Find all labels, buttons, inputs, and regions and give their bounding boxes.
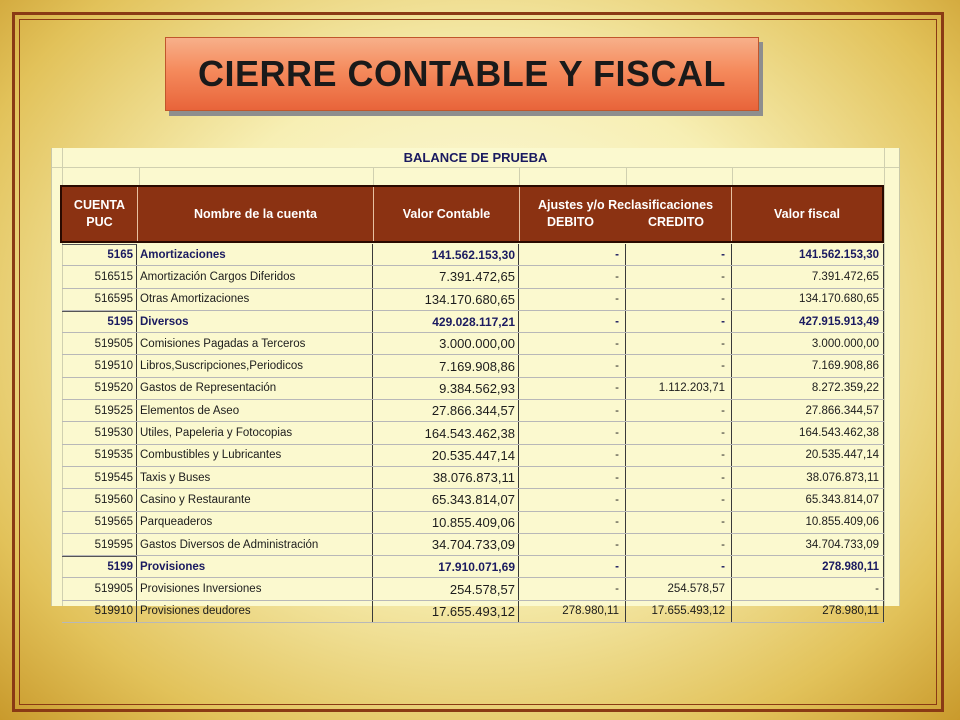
account-code-cell: 5199 [62, 556, 137, 577]
valor-fiscal-cell: 3.000.000,00 [732, 333, 884, 354]
debito-cell: - [519, 489, 626, 510]
grid-line [884, 148, 885, 606]
account-name-cell: Taxis y Buses [137, 467, 373, 488]
credito-cell: - [626, 266, 732, 287]
account-code-cell: 519535 [62, 445, 137, 466]
credito-cell: - [626, 311, 732, 332]
table-row [62, 266, 884, 288]
valor-fiscal-cell: 164.543.462,38 [732, 422, 884, 443]
account-name-cell: Casino y Restaurante [137, 489, 373, 510]
valor-fiscal-cell: 134.170.680,65 [732, 289, 884, 310]
header-nombre [138, 187, 374, 241]
grid-line [732, 167, 733, 185]
account-name-cell: Provisiones Inversiones [137, 578, 373, 599]
account-code-cell: 519520 [62, 378, 137, 399]
valor-fiscal-cell: 7.391.472,65 [732, 266, 884, 287]
table-row [62, 601, 884, 623]
header-ajustes [520, 187, 732, 241]
account-name-cell: Combustibles y Lubricantes [137, 445, 373, 466]
account-name-cell: Provisiones [137, 556, 373, 577]
account-name-cell: Comisiones Pagadas a Terceros [137, 333, 373, 354]
table-row [62, 289, 884, 311]
debito-cell: - [519, 311, 626, 332]
table-row [62, 311, 884, 333]
valor-fiscal-cell: 278.980,11 [732, 556, 884, 577]
valor-fiscal-cell: 8.272.359,22 [732, 378, 884, 399]
debito-cell: - [519, 512, 626, 533]
header-cuenta-line1: CUENTA [73, 198, 126, 212]
account-name-cell: Gastos de Representación [137, 378, 373, 399]
valor-contable-cell: 7.391.472,65 [373, 266, 519, 287]
valor-fiscal-cell: 427.915.913,49 [732, 311, 884, 332]
header-ajustes-sub [520, 214, 731, 231]
valor-fiscal-cell: 7.169.908,86 [732, 355, 884, 376]
debito-cell: - [519, 244, 626, 265]
page-title: CIERRE CONTABLE Y FISCAL [197, 53, 727, 94]
valor-fiscal-cell: 10.855.409,06 [732, 512, 884, 533]
valor-contable-cell: 38.076.873,11 [373, 467, 519, 488]
valor-fiscal-cell: 278.980,11 [732, 601, 884, 622]
credito-cell: - [626, 534, 732, 555]
table-row [62, 422, 884, 444]
account-name-cell: Diversos [137, 311, 373, 332]
table-row [62, 355, 884, 377]
account-name-cell: Parqueaderos [137, 512, 373, 533]
valor-fiscal-cell: 141.562.153,30 [732, 244, 884, 265]
table-row [62, 244, 884, 266]
table-body [62, 244, 884, 623]
valor-contable-cell: 429.028.117,21 [373, 311, 519, 332]
table-row [62, 512, 884, 534]
table-header [60, 185, 884, 243]
table-row [62, 333, 884, 355]
debito-cell: - [519, 556, 626, 577]
table-row [62, 467, 884, 489]
account-code-cell: 519565 [62, 512, 137, 533]
account-code-cell: 516515 [62, 266, 137, 287]
debito-cell: - [519, 266, 626, 287]
account-code-cell: 5195 [62, 311, 137, 332]
header-ajustes-label: Ajustes y/o Reclasificaciones [537, 198, 714, 212]
valor-contable-cell: 17.655.493,12 [373, 601, 519, 622]
account-name-cell: Libros,Suscripciones,Periodicos [137, 355, 373, 376]
credito-cell: - [626, 355, 732, 376]
credito-cell: 17.655.493,12 [626, 601, 732, 622]
sheet-title: BALANCE DE PRUEBA [403, 150, 548, 165]
credito-cell: - [626, 333, 732, 354]
debito-cell: 278.980,11 [519, 601, 626, 622]
valor-contable-cell: 65.343.814,07 [373, 489, 519, 510]
table-row [62, 489, 884, 511]
credito-cell: 254.578,57 [626, 578, 732, 599]
credito-cell: - [626, 512, 732, 533]
table-row [62, 400, 884, 422]
credito-cell: - [626, 489, 732, 510]
debito-cell: - [519, 333, 626, 354]
account-code-cell: 519910 [62, 601, 137, 622]
valor-contable-cell: 27.866.344,57 [373, 400, 519, 421]
grid-line [373, 167, 374, 185]
valor-contable-cell: 20.535.447,14 [373, 445, 519, 466]
account-name-cell: Gastos Diversos de Administración [137, 534, 373, 555]
table-row [62, 534, 884, 556]
header-valor-fiscal [732, 187, 882, 241]
valor-contable-cell: 134.170.680,65 [373, 289, 519, 310]
header-valor-fiscal-label: Valor fiscal [773, 206, 840, 221]
account-code-cell: 519560 [62, 489, 137, 510]
valor-contable-cell: 141.562.153,30 [373, 244, 519, 265]
valor-fiscal-cell: 27.866.344,57 [732, 400, 884, 421]
table-row [62, 445, 884, 467]
header-valor-contable [374, 187, 520, 241]
debito-cell: - [519, 289, 626, 310]
credito-cell: - [626, 289, 732, 310]
account-name-cell: Amortizaciones [137, 244, 373, 265]
debito-cell: - [519, 355, 626, 376]
credito-cell: - [626, 556, 732, 577]
valor-contable-cell: 254.578,57 [373, 578, 519, 599]
valor-contable-cell: 3.000.000,00 [373, 333, 519, 354]
valor-fiscal-cell: 20.535.447,14 [732, 445, 884, 466]
credito-cell: - [626, 400, 732, 421]
account-code-cell: 519595 [62, 534, 137, 555]
spreadsheet [51, 148, 900, 619]
valor-fiscal-cell: 38.076.873,11 [732, 467, 884, 488]
table-row [62, 556, 884, 578]
account-code-cell: 516595 [62, 289, 137, 310]
debito-cell: - [519, 445, 626, 466]
account-code-cell: 519905 [62, 578, 137, 599]
valor-contable-cell: 164.543.462,38 [373, 422, 519, 443]
account-code-cell: 519530 [62, 422, 137, 443]
debito-cell: - [519, 534, 626, 555]
debito-cell: - [519, 467, 626, 488]
account-code-cell: 519505 [62, 333, 137, 354]
credito-cell: 1.112.203,71 [626, 378, 732, 399]
table-row [62, 378, 884, 400]
debito-cell: - [519, 378, 626, 399]
account-code-cell: 519510 [62, 355, 137, 376]
credito-cell: - [626, 467, 732, 488]
title-banner [165, 37, 759, 111]
grid-line [519, 167, 520, 185]
header-credito: CREDITO [647, 215, 704, 229]
valor-contable-cell: 34.704.733,09 [373, 534, 519, 555]
account-code-cell: 519525 [62, 400, 137, 421]
valor-contable-cell: 10.855.409,06 [373, 512, 519, 533]
account-name-cell: Amortización Cargos Diferidos [137, 266, 373, 287]
debito-cell: - [519, 422, 626, 443]
valor-fiscal-cell: - [732, 578, 884, 599]
valor-fiscal-cell: 34.704.733,09 [732, 534, 884, 555]
account-code-cell: 5165 [62, 244, 137, 265]
grid-line [139, 167, 140, 185]
header-cuenta [62, 187, 138, 241]
valor-contable-cell: 17.910.071,69 [373, 556, 519, 577]
credito-cell: - [626, 244, 732, 265]
valor-contable-cell: 7.169.908,86 [373, 355, 519, 376]
valor-fiscal-cell: 65.343.814,07 [732, 489, 884, 510]
account-code-cell: 519545 [62, 467, 137, 488]
debito-cell: - [519, 578, 626, 599]
credito-cell: - [626, 445, 732, 466]
debito-cell: - [519, 400, 626, 421]
grid-line [52, 167, 899, 168]
account-name-cell: Provisiones deudores [137, 601, 373, 622]
grid-line [626, 167, 627, 185]
header-valor-contable-label: Valor Contable [402, 206, 491, 221]
header-cuenta-line2: PUC [86, 215, 113, 229]
header-debito: DEBITO [546, 215, 594, 229]
valor-contable-cell: 9.384.562,93 [373, 378, 519, 399]
table-row [62, 578, 884, 600]
header-nombre-label: Nombre de la cuenta [194, 206, 317, 221]
account-name-cell: Utiles, Papeleria y Fotocopias [137, 422, 373, 443]
credito-cell: - [626, 422, 732, 443]
account-name-cell: Otras Amortizaciones [137, 289, 373, 310]
account-name-cell: Elementos de Aseo [137, 400, 373, 421]
